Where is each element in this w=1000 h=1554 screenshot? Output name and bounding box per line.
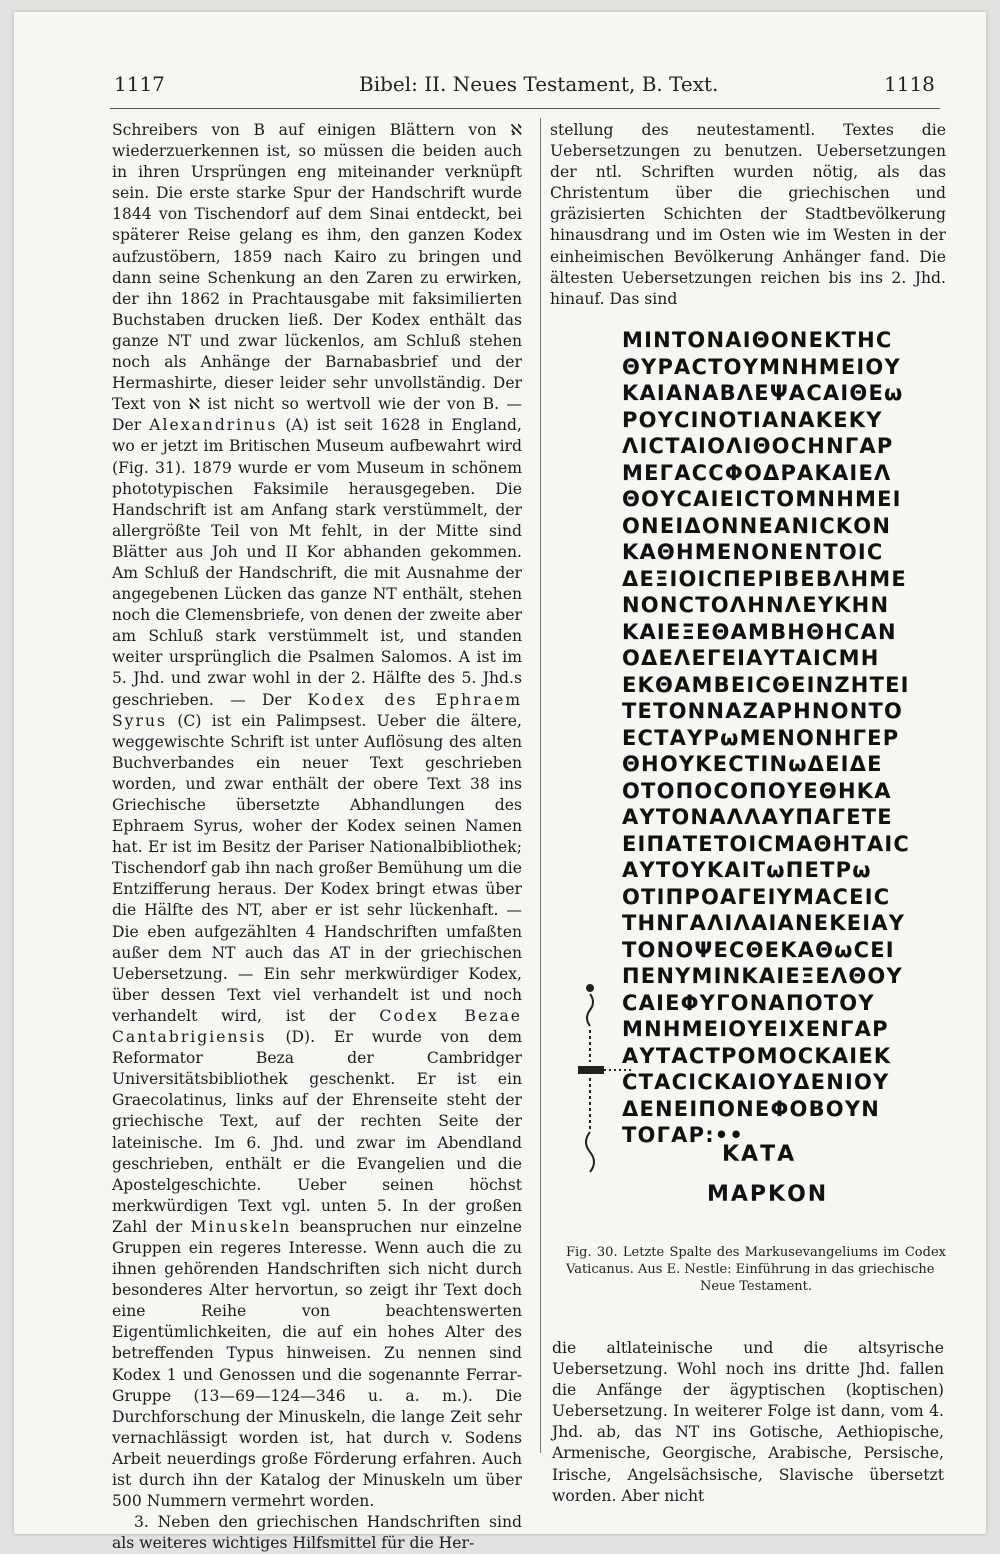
paragraph: Codex Bezae Cantabrigiensis (D). Er wurde von dem Reformator Beza der Cambridger Universitätsbibliothek geschenkt. Er ist ein Graecolatinus, links auf der Ehrenseite steht der griechische Text, auf der rechten Seite der lateinische. Im 6. Jhd. und zwar im Abendland geschrieben, enthält er die Evangelien und die Apostelgeschichte. Ueber seinen höchst merkwürdigen Text vgl. unten 5. In der großen Zahl der [112, 1006, 522, 1236]
uncial-line: ΟΤΟΠΟϹΟΠΟΥΕΘΗΚΑ [622, 778, 892, 803]
paragraph: Minuskeln beanspruchen nur einzelne Gruppen ein regeres Interesse. Wenn auch die zu ihnen gehörenden Handschriften sich nicht durch besonderes Alter hervortun, so zeigt ihr Text doch eine Reihe von beachtenswerten Eigentümlichkeiten, die auf ein hohes Alter des betreffenden Typus hinweisen. Zu nennen sind Kodex 1 und Genossen und die sogenannte Ferrar-Gruppe (13—69—124—346 u. a. m.). Die Durchforschung der Minuskeln, die lange Zeit sehr vernachlässigt worden ist, hat durch v. Sodens Arbeit neuerdings große Förderung erfahren. Auch ist durch ihn der Katalog der Minuskeln um über 500 Nummern vermehrt worden. [112, 1217, 522, 1511]
page [14, 12, 986, 1553]
uncial-line: ΜΕΓΑϹϹΦΟΔΡΑΚΑΙΕΛ [622, 460, 892, 485]
uncial-line: ϹΑΙΕΦΥΓΟΝΑΠΟΤΟΥ [622, 990, 875, 1015]
caption-line-2: Neue Testament. [699, 1279, 813, 1294]
right-column-top-text: stellung des neutestamentl. Textes die Uebersetzungen zu benutzen. Uebersetzungen der ntl. Schriften wurden nötig, als das Christentum über die griechischen und gräzisierten Schichten der Stadtbevölkerung hinausdrang und im Osten wie im Westen in der einheimischen Bevölkerung Anhänger fand. Die ältesten Uebersetzungen reichen bis ins 2. Jhd. hinauf. Das sind [550, 121, 946, 308]
uncial-line: ΤΕΤΟΝΝΑΖΑΡΗΝΟΝΤΟ [622, 699, 904, 723]
uncial-line: ΜΙΝΤΟΝΑΙΘΟΝΕΚΤΗϹ [622, 328, 893, 352]
codex-facsimile [562, 302, 952, 1232]
uncial-line: ΠΕΝΥΜΙΝΚΑΙΕΞΕΛΘΟΥ [622, 964, 903, 988]
column-divider [540, 118, 541, 1453]
uncial-line: ΝΟΝϹΤΟΛΗΝΛΕΥΚΗΝ [622, 593, 890, 617]
uncial-line: ΑΥΤΟΥΚΑΙΤωΠΕΤΡω [622, 858, 872, 882]
uncial-line: ΔΕΝΕΙΠΟΝΕΦΟΒΟΥΝ [622, 1096, 881, 1121]
figure-caption [566, 1244, 946, 1295]
uncial-line: ΕϹΤΑΥΡωΜΕΝΟΝΗΓΕΡ [622, 725, 900, 750]
left-column [112, 120, 522, 1554]
page-number-right: 1118 [884, 72, 935, 96]
uncial-line: ΚΑΙΕΞΕΘΑΜΒΗΘΗϹΑΝ [622, 619, 897, 644]
uncial-line: ϹΤΑϹΙϹΚΑΙΟΥΔΕΝΙΟΥ [622, 1070, 890, 1094]
uncial-line: ΘΗΟΥΚΕϹΤΙΝωΔΕΙΔΕ [622, 752, 883, 776]
ornament-icon [572, 982, 632, 1202]
uncial-line: ΕΚΘΑΜΒΕΙϹΘΕΙΝΖΗΤΕΙ [622, 672, 910, 697]
running-title: Bibel: II. Neues Testament, B. Text. [359, 72, 719, 96]
right-column-bottom [552, 1338, 944, 1507]
spaced-term: Alexandrinus [149, 416, 278, 435]
uncial-line: ΟΤΙΠΡΟΑΓΕΙΥΜΑϹΕΙϹ [622, 884, 891, 909]
spaced-term: Codex Bezae Cantabrigiensis [112, 1006, 522, 1047]
uncial-line: ΘΟΥϹΑΙΕΙϹΤΟΜΝΗΜΕΙ [622, 487, 902, 511]
uncial-line: ΑΥΤΑϹΤΡΟΜΟϹΚΑΙΕΚ [622, 1043, 892, 1068]
spaced-term: Kodex des Ephraem Syrus [112, 690, 522, 730]
uncial-line: ΛΙϹΤΑΙΟΛΙΘΟϹΗΝΓΑΡ [622, 434, 894, 458]
uncial-line: ΔΕΞΙΟΙϹΠΕΡΙΒΕΒΛΗΜΕ [622, 566, 907, 591]
paragraph: Schreibers von B auf einigen Blättern von ℵ wiederzuerkennen ist, so müssen die beiden auch in ihren Ursprüngen eng miteinander verknüpft sein. Die erste starke Spur der Handschrift wurde 1844 von Tischendorf auf dem Sinai entdeckt, bei späterer Reise gelang es ihm, den ganzen Kodex aufzustöbern, 1859 nach Kairo zu bringen und dann seine Schenkung an den Zaren zu erwirken, der ihn 1862 in Prachtausgabe mit faksimilierten Buchstaben drucken ließ. Der Kodex enthält das ganze NT und zwar lückenlos, am Schluß stehen noch als Anhänge der Barnabasbrief und der Hermashirte, dieser leider sehr unvollständig. Der Text von ℵ ist nicht so wertvoll wie der von B. — Der [112, 121, 522, 435]
page-header [14, 12, 986, 112]
right-column-top [550, 120, 946, 310]
uncial-line: ΘΥΡΑϹΤΟΥΜΝΗΜΕΙΟΥ [622, 354, 901, 379]
uncial-line: ΤΟΝΟΨΕϹΘΕΚΑΘωϹΕΙ [622, 937, 895, 962]
uncial-line: ΤΗΝΓΑΛΙΛΑΙΑΝΕΚΕΙΑΥ [622, 911, 906, 935]
right-column-bottom-text: die altlateinische und die altsyrische Uebersetzung. Wohl noch ins dritte Jhd. fallen die Anfänge der ägyptischen (koptischen) Uebersetzung. In weiterer Folge ist dann, vom 4. Jhd. ab, das NT ins Gotische, Aethiopische, Armenische, Georgische, Arabische, Persische, Irische, Angelsächsische, Slavische übersetzt worden. Aber nicht [552, 1339, 944, 1505]
uncial-line: ΟΔΕΛΕΓΕΙΑΥΤΑΙϹΜΗ [622, 646, 880, 670]
paragraph: Alexandrinus (A) ist seit 1628 in England, wo er jetzt im Britischen Museum aufbewahrt wird (Fig. 31). 1879 wurde er vom Museum in schönem phototypischen Faksimile herausgegeben. Die Handschrift ist am Anfang stark verstümmelt, der allergrößte Teil von Mt fehlt, in der Mitte sind Blätter aus Joh und II Kor abhanden gekommen. Am Schluß der Handschrift, die mit Ausnahme der angegebenen Lücken das ganze NT enthält, stehen noch die Clemensbriefe, von denen der zweite aber am Schluß stark verstümmelt ist, und standen weiter ursprünglich die Psalmen Salomos. A ist im 5. Jhd. und zwar wohl in der 2. Hälfte des 5. Jhd.s geschrieben. — Der [112, 416, 522, 709]
caption-line-1: Fig. 30. Letzte Spalte des Markusevangeliums im Codex Vaticanus. Aus E. Nestle: Einführung in das griechische [566, 1245, 946, 1277]
header-rule [110, 108, 940, 109]
page-number-left: 1117 [114, 72, 165, 96]
subscription-kata: ΚΑΤΑ [722, 1142, 797, 1167]
uncial-line: ΑΥΤΟΝΑΛΛΑΥΠΑΓΕΤΕ [622, 805, 893, 829]
uncial-line: ΚΑΙΑΝΑΒΛΕΨΑϹΑΙΘΕω [622, 381, 904, 405]
uncial-line: ΜΝΗΜΕΙΟΥΕΙΧΕΝΓΑΡ [622, 1017, 889, 1041]
uncial-line: ΚΑΘΗΜΕΝΟΝΕΝΤΟΙϹ [622, 540, 884, 564]
uncial-line: ΤΟΓΑΡ:•• [622, 1123, 745, 1147]
subscription-markon: ΜΑΡΚΟΝ [707, 1182, 829, 1207]
uncial-line: ΟΝΕΙΔΟΝΝΕΑΝΙϹΚΟΝ [622, 513, 892, 538]
paragraph: Kodex des Ephraem Syrus (C) ist ein Palimpsest. Ueber die ältere, weggewischte Schrift ist unter Auflösung des alten Buchverbandes ein neuer Text geschrieben worden, und zwar enthält der obere Text 38 ins Griechische übersetzte Abhandlungen des Ephraem Syrus, woher der Kodex seinen Namen hat. Er ist im Besitz der Pariser Nationalbibliothek; Tischendorf gab ihn nach großer Bemühung um die Entzifferung heraus. Der Kodex bringt etwas über die Hälfte des NT, aber er ist sehr lückenhaft. — Die eben aufgezählten 4 Handschriften umfaßten außer dem NT auch das AT in der griechischen Uebersetzung. — Ein sehr merkwürdiger Kodex, über dessen Text viel verhandelt ist und noch verhandelt wird, ist der [112, 690, 522, 1025]
spaced-term: Minuskeln [190, 1217, 292, 1236]
uncial-line: ΕΙΠΑΤΕΤΟΙϹΜΑΘΗΤΑΙϹ [622, 831, 911, 856]
paragraph: 3. Neben den griechischen Handschriften sind als weiteres wichtiges Hilfsmittel für die Her- [112, 1513, 522, 1553]
uncial-line: ΡΟΥϹΙΝΟΤΙΑΝΑΚΕΚΥ [622, 407, 883, 432]
